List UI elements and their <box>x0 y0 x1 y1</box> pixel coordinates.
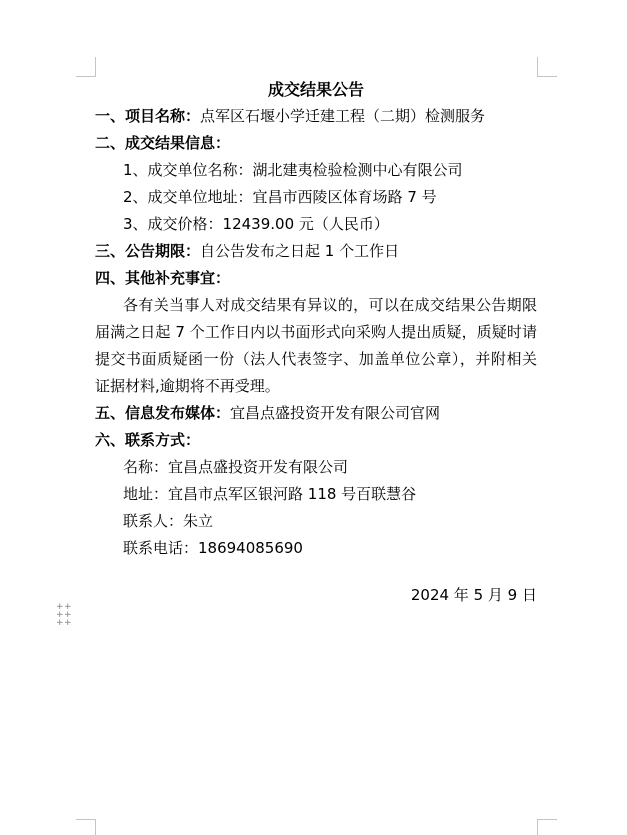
line-contact-person: 联系人：朱立 <box>123 512 214 530</box>
document-title: 成交结果公告 <box>267 80 364 99</box>
line-result-item-2 <box>95 184 537 211</box>
project-name-value: 点军区石堰小学迁建工程（二期）检测服务 <box>200 107 486 125</box>
result-item-3-value: 12439.00 元（人民币） <box>222 215 389 233</box>
line-announcement-period <box>95 238 537 265</box>
result-item-1-value: 湖北建夷检验检测中心有限公司 <box>252 161 463 179</box>
line-contact-phone: 联系电话：18694085690 <box>123 539 303 557</box>
period-value: 自公告发布之日起 1 个工作日 <box>200 242 400 260</box>
other-paragraph: 各有关当事人对成交结果有异议的，可以在成交结果公告期限届满之日起 7 个工作日内以书面形式向采购人提出质疑，质疑时请提交书面质疑函一份（法人代表签字、加盖单位公章），并附相关证据材料,逾期将不再受理。 <box>95 296 537 395</box>
line-project-name <box>95 103 537 130</box>
project-name-label: 一、项目名称： <box>95 107 201 125</box>
period-label: 三、公告期限： <box>95 242 201 260</box>
crop-mark-bottom-left-icon <box>76 819 96 835</box>
result-item-2-label: 2、成交单位地址： <box>123 188 253 206</box>
line-contact-name: 名称：宜昌点盛投资开发有限公司 <box>123 458 349 476</box>
result-item-3-label: 3、成交价格： <box>123 215 223 233</box>
crop-mark-top-left-icon <box>76 57 96 77</box>
crop-mark-top-right-icon <box>537 57 557 77</box>
document-date: 2024 年 5 月 9 日 <box>410 586 537 604</box>
media-value: 宜昌点盛投资开发有限公司官网 <box>230 404 441 422</box>
line-result-item-3 <box>95 211 537 238</box>
line-other-header: 四、其他补充事宜： <box>95 269 231 287</box>
media-label: 五、信息发布媒体： <box>95 404 231 422</box>
drag-handle-icon[interactable]: + + + + + + <box>56 602 72 628</box>
crop-mark-bottom-right-icon <box>537 819 557 835</box>
line-result-header: 二、成交结果信息： <box>95 134 231 152</box>
line-contact-header: 六、联系方式： <box>95 431 201 449</box>
line-result-item-1 <box>95 157 537 184</box>
result-item-2-value: 宜昌市西陵区体育场路 7 号 <box>252 188 437 206</box>
document-page <box>95 76 537 609</box>
result-item-1-label: 1、成交单位名称： <box>123 161 253 179</box>
line-contact-address: 地址：宜昌市点军区银河路 118 号百联慧谷 <box>123 485 417 503</box>
line-media <box>95 400 537 427</box>
